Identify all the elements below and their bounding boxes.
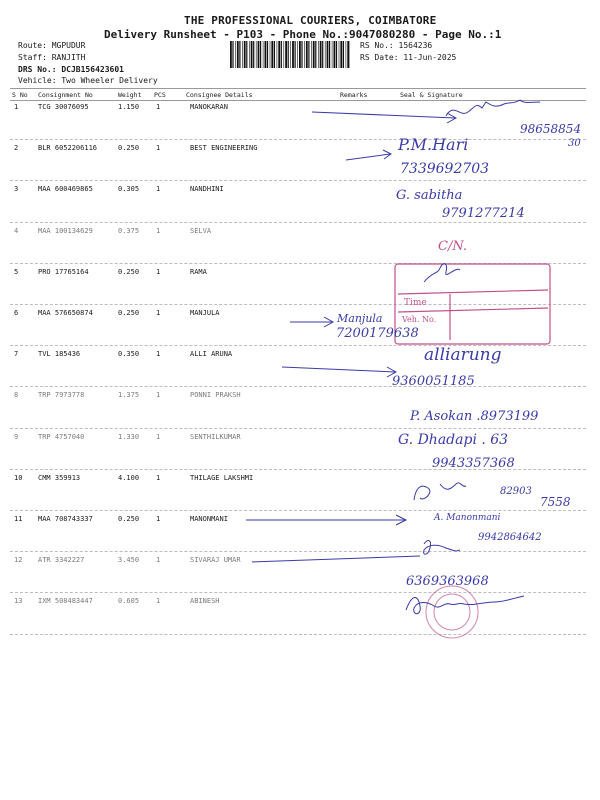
row-pcs: 1 (156, 515, 161, 523)
row-consignee: SELVA (190, 226, 212, 235)
row-sno: 6 (14, 309, 19, 317)
stamp-rule (398, 308, 548, 312)
row-weight: 0.305 (118, 185, 140, 194)
phone-row7: 9360051185 (392, 374, 475, 389)
col-seal: Seal & Signature (400, 91, 463, 99)
phone-row12: 6369363968 (406, 574, 489, 589)
row-sno: 9 (14, 432, 19, 441)
rs-number: RS No.: 1564236 (360, 41, 433, 50)
signature-row12 (424, 541, 460, 555)
arrow-row7 (282, 367, 396, 377)
row-pcs: 1 (156, 103, 161, 111)
row-consignment-no: BLR 6052206116 (38, 144, 98, 153)
row-sno: 3 (14, 185, 19, 194)
row-sno: 7 (14, 350, 19, 359)
row-weight: 0.605 (118, 597, 140, 606)
row-consignee: BEST ENGINEERING (190, 144, 258, 153)
row-pcs: 1 (156, 432, 161, 441)
staff-field: Staff: RANJITH (18, 53, 86, 62)
phone-row10-b: 7558 (540, 495, 571, 509)
row-consignee: ABINESH (190, 597, 220, 606)
row-consignment-no: TCG 30076095 (38, 103, 89, 111)
arrow-row11 (246, 515, 406, 525)
round-stamp-row13 (426, 586, 478, 638)
note-row9-line2: G. Dhadapi . 63 (398, 432, 509, 448)
arrow-row2 (346, 150, 391, 160)
row-consignment-no: TRP 7973778 (38, 391, 85, 400)
row-consignee: MANJULA (190, 309, 220, 317)
phone-row10-a: 82903 (500, 486, 532, 497)
row-weight: 0.250 (118, 267, 140, 276)
row-consignment-no: MAA 708743337 (38, 515, 93, 523)
row-consignment-no: TVL 185436 (38, 350, 81, 359)
signature-row13 (406, 596, 524, 614)
row-consignee: ALLI ARUNA (190, 350, 233, 359)
row-consignee: RAMA (190, 267, 207, 276)
row-consignment-no: PRO 17765164 (38, 267, 89, 276)
row-pcs: 1 (156, 144, 161, 153)
phone-row3: 9791277214 (442, 206, 525, 221)
col-weight: Weight (118, 91, 142, 99)
row-weight: 0.250 (118, 144, 140, 153)
row-pcs: 1 (156, 391, 161, 400)
row-sno: 5 (14, 267, 19, 276)
row-weight: 0.375 (118, 226, 140, 235)
row-consignment-no: IXM 508483447 (38, 597, 93, 606)
route-field: Route: MGPUDUR (18, 41, 86, 50)
row-weight: 4.100 (118, 473, 140, 482)
row-consignment-no: MAA 576650874 (38, 309, 93, 317)
row-consignment-no: TRP 4757040 (38, 432, 85, 441)
arrow-row12 (252, 556, 420, 562)
row-sno: 2 (14, 144, 19, 153)
row-weight: 1.150 (118, 103, 140, 111)
drs-number: DRS No.: DCJB156423601 (18, 65, 124, 74)
row-weight: 0.350 (118, 350, 140, 359)
col-consignee: Consignee Details (186, 91, 253, 99)
cn-mark-row5: C/N. (438, 239, 468, 254)
row-consignment-no: MAA 100134629 (38, 226, 93, 235)
row-pcs: 1 (156, 597, 161, 606)
runsheet-title: Delivery Runsheet - P103 - Phone No.:9047080280 - Page No.:1 (104, 28, 502, 41)
row-consignee: MANONMANI (190, 515, 228, 523)
row-consignee: SIVARAJ UMAR (190, 556, 241, 565)
row-pcs: 1 (156, 350, 161, 359)
signature-row6: Manjula (337, 312, 383, 325)
phone-row2: 7339692703 (400, 161, 490, 177)
vehicle-field: Vehicle: Two Wheeler Delivery (18, 76, 158, 85)
row-weight: 1.330 (118, 432, 140, 441)
signature-row2: P.M.Hari (398, 135, 469, 154)
signature-row1 (446, 100, 540, 116)
row-consignee: MANOKARAN (190, 103, 228, 111)
company-title: THE PROFESSIONAL COURIERS, COIMBATORE (184, 14, 437, 27)
row-weight: 3.450 (118, 556, 140, 565)
signature-row5 (424, 264, 460, 282)
note-row9-line1: P. Asokan .8973199 (410, 409, 539, 424)
arrow-row6 (290, 317, 333, 327)
signature-row10 (414, 483, 466, 500)
stamp-rule (398, 290, 548, 294)
signature-row11: A. Manonmani (434, 513, 501, 523)
row-consignee: SENTHILKUMAR (190, 432, 241, 441)
phone-row1: 98658854 (520, 122, 582, 136)
row-sno: 11 (14, 515, 23, 523)
row-consignment-no: CMM 359913 (38, 473, 81, 482)
stamp-vehicle-label: Veh. No. (402, 315, 437, 324)
row-weight: 0.250 (118, 309, 140, 317)
row-weight: 0.250 (118, 515, 140, 523)
row-pcs: 1 (156, 267, 161, 276)
phone-row11: 9942864642 (478, 532, 542, 543)
row-sno: 4 (14, 226, 19, 235)
row-consignment-no: ATR 3342227 (38, 556, 85, 565)
phone-row6: 7200179638 (336, 326, 419, 341)
row-pcs: 1 (156, 226, 161, 235)
col-pcs: PCS (154, 91, 166, 99)
row-sno: 10 (14, 473, 23, 482)
row-consignee: NANDHINI (190, 185, 224, 194)
rs-date: RS Date: 11-Jun-2025 (360, 53, 457, 62)
row-consignee: PONNI PRAKSH (190, 391, 241, 400)
row-pcs: 1 (156, 473, 161, 482)
col-consignment: Consignment No (38, 91, 93, 99)
stamp-time-label: Time (404, 298, 427, 308)
col-sno: S No (12, 91, 28, 99)
note-row9-line3: 9943357368 (432, 456, 515, 471)
row-sno: 12 (14, 556, 23, 565)
signature-row7: alliarung (424, 345, 502, 365)
phone-row1-suffix: 30 (568, 138, 581, 149)
row-consignee: THILAGE LAKSHMI (190, 473, 254, 482)
col-remarks: Remarks (340, 91, 368, 99)
arrow-row1 (312, 112, 456, 123)
row-sno: 1 (14, 103, 19, 111)
row-sno: 8 (14, 391, 19, 400)
row-sno: 13 (14, 597, 23, 606)
row-consignment-no: MAA 600469865 (38, 185, 93, 194)
row-weight: 1.375 (118, 391, 140, 400)
signature-row3: G. sabitha (396, 188, 463, 203)
row-pcs: 1 (156, 185, 161, 194)
row-pcs: 1 (156, 556, 161, 565)
row-pcs: 1 (156, 309, 161, 317)
